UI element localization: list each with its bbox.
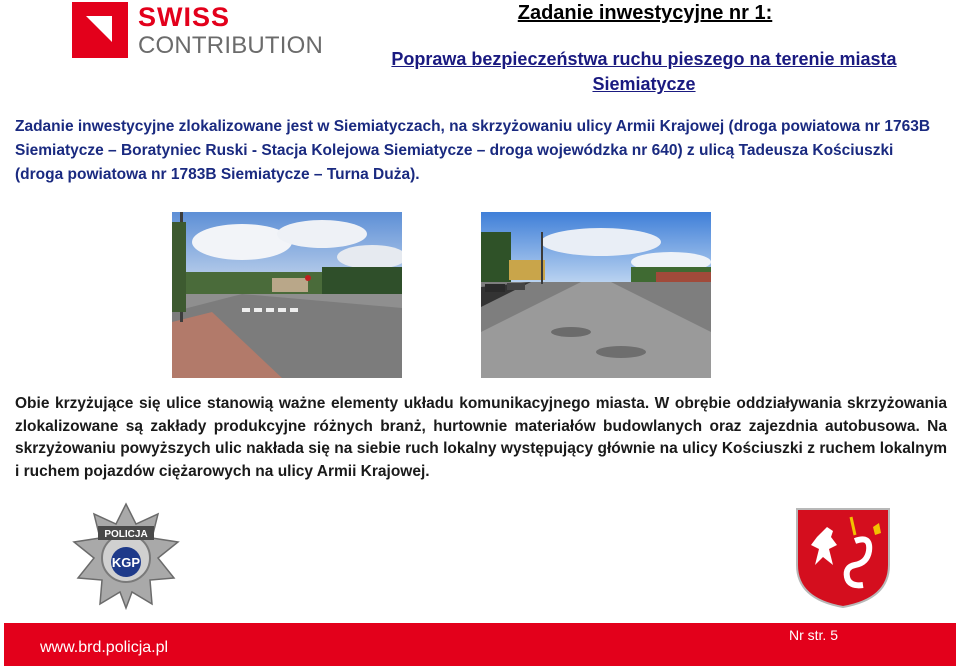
badge-center-text: KGP [111,555,141,570]
intro-paragraph: Zadanie inwestycyjne zlokalizowane jest w Siemiatyczach, na skrzyżowaniu ulicy Armii Krajowej (droga powiatowa nr 1763B Siemiatycze – Boratyniec Ruski - Stacja Kolejowa Siemiatycze – droga wojewódzka nr 640) z ulicą Tadeusza Kościuszki (droga powiatowa nr 1783B Siemiatycze – Turna Duża). [15,118,931,183]
badge-top-text: POLICJA [104,529,148,540]
police-badge-icon [70,502,182,610]
footer-url-link[interactable]: www.brd.policja.pl [40,639,169,656]
logo-contribution-text: CONTRIBUTION [138,32,324,59]
page-title: Zadanie inwestycyjne nr 1: [517,2,773,24]
page-number: Nr str. 5 [788,627,838,643]
swiss-contribution-logo [72,2,342,60]
body-paragraph: Obie krzyżujące się ulice stanowią ważne elementy układu komunikacyjnego miasta. W obrębie oddziaływania skrzyżowania zlokalizowane są zakłady produkcyjne różnych branż, hurtownie materiałów budowlanych oraz zajezdnia autobusowa. Na skrzyżowaniu powyższych ulic nakłada się na siebie ruch lokalny występujący głównie na ulicy Kościuszki z ruchem lokalnym i ruchem pojazdów ciężarowych na ulicy Armii Krajowej. [15,395,947,480]
logo-swiss-text: SWISS [138,2,231,32]
footer-bar [4,623,956,666]
page-subtitle: Poprawa bezpieczeństwa ruchu pieszego na terenie miasta Siemiatycze [391,49,897,94]
coat-of-arms-icon [793,505,893,609]
intersection-photo [172,212,402,378]
swiss-flag-icon [72,2,128,58]
street-photo [481,212,711,378]
